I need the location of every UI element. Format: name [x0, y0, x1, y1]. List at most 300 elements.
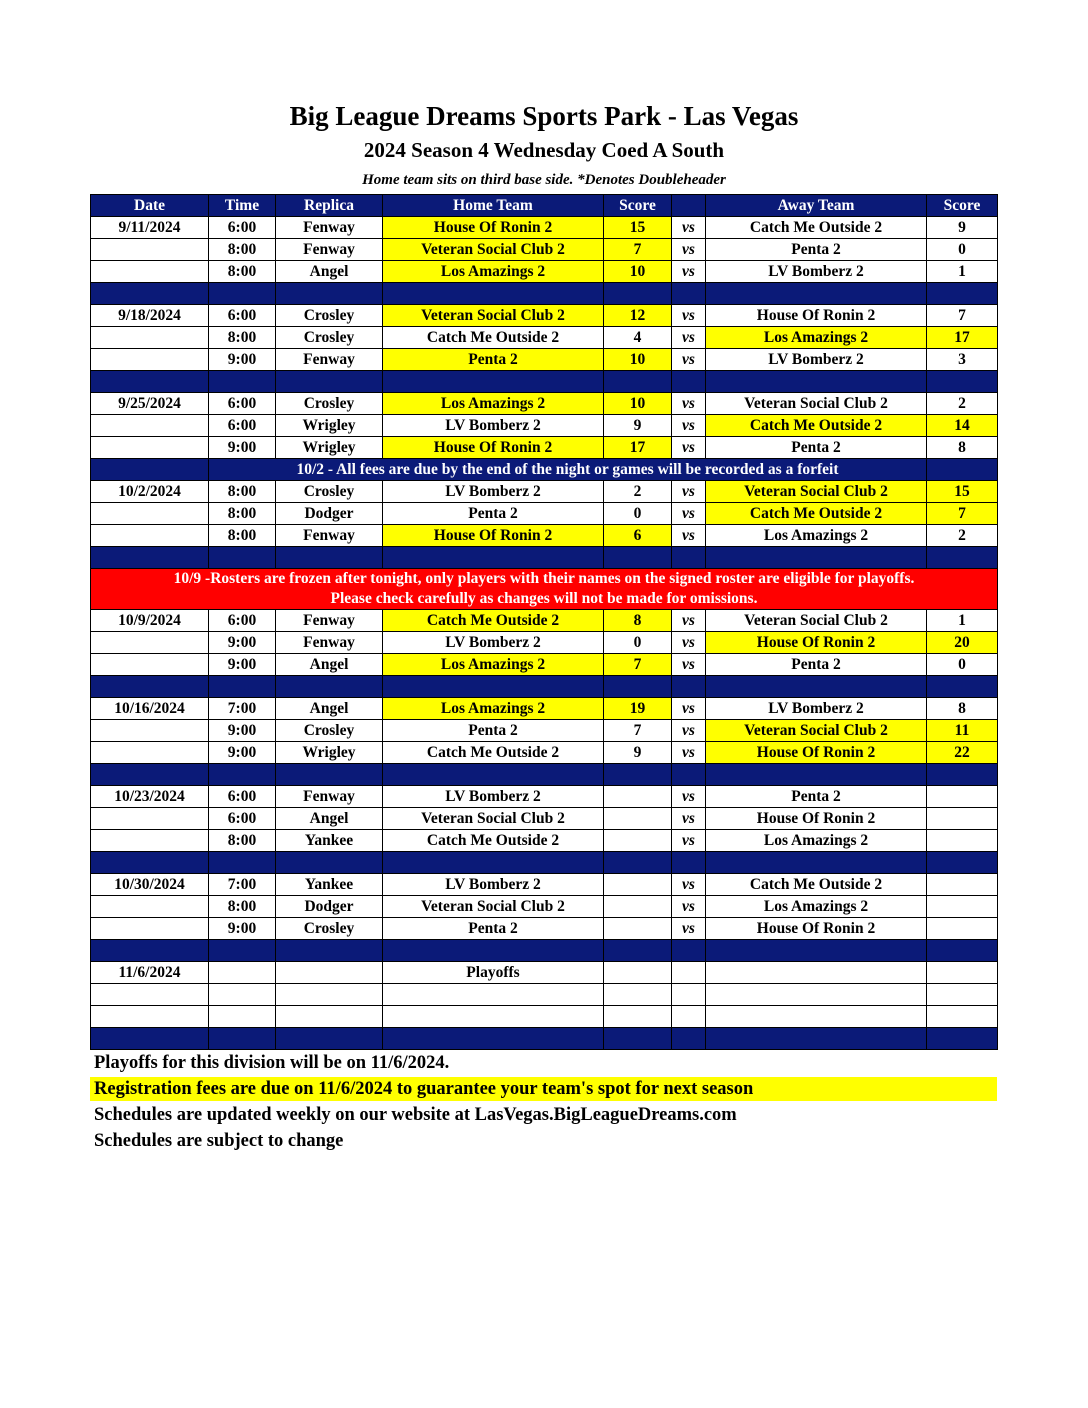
- away-team-cell: Veteran Social Club 2: [706, 393, 927, 415]
- game-row: [91, 874, 998, 896]
- home-team-cell: Penta 2: [383, 918, 604, 940]
- home-team-cell: Veteran Social Club 2: [383, 239, 604, 261]
- game-row: [91, 654, 998, 676]
- away-team-cell: [706, 1006, 927, 1028]
- separator-cell: [383, 676, 604, 698]
- date-cell: [91, 830, 209, 852]
- away-team-cell: Los Amazings 2: [706, 525, 927, 547]
- time-cell: 7:00: [209, 698, 276, 720]
- separator-cell: [276, 1028, 383, 1050]
- field-cell: Wrigley: [276, 415, 383, 437]
- field-cell: Wrigley: [276, 742, 383, 764]
- home-score-cell: 12: [604, 305, 672, 327]
- away-team-cell: House Of Ronin 2: [706, 918, 927, 940]
- vs-cell: vs: [672, 786, 706, 808]
- home-team-cell: LV Bomberz 2: [383, 415, 604, 437]
- game-row: [91, 437, 998, 459]
- away-score-cell: [927, 874, 998, 896]
- away-team-cell: Veteran Social Club 2: [706, 720, 927, 742]
- footer-registration-note: Registration fees are due on 11/6/2024 to guarantee your team's spot for next season: [90, 1077, 997, 1101]
- time-cell: 6:00: [209, 808, 276, 830]
- time-cell: 6:00: [209, 393, 276, 415]
- separator-cell: [91, 547, 209, 569]
- separator-cell: [209, 547, 276, 569]
- col-header-vs: [672, 195, 706, 217]
- game-row: [91, 808, 998, 830]
- separator-cell: [276, 764, 383, 786]
- game-row: [91, 481, 998, 503]
- away-score-cell: 8: [927, 698, 998, 720]
- home-score-cell: [604, 874, 672, 896]
- game-row: [91, 239, 998, 261]
- home-score-cell: 7: [604, 654, 672, 676]
- field-cell: Crosley: [276, 305, 383, 327]
- separator-row: [91, 852, 998, 874]
- col-header-time: Time: [209, 195, 276, 217]
- separator-cell: [383, 852, 604, 874]
- roster-alert-line-2: Please check carefully as changes will not be made for omissions.: [330, 590, 758, 607]
- time-cell: 8:00: [209, 481, 276, 503]
- home-team-cell: Catch Me Outside 2: [383, 610, 604, 632]
- home-team-cell: Catch Me Outside 2: [383, 327, 604, 349]
- home-score-cell: 9: [604, 415, 672, 437]
- date-cell: [91, 896, 209, 918]
- field-cell: Crosley: [276, 481, 383, 503]
- field-cell: [276, 984, 383, 1006]
- game-row: [91, 261, 998, 283]
- vs-cell: vs: [672, 610, 706, 632]
- home-score-cell: [604, 1006, 672, 1028]
- home-score-cell: [604, 896, 672, 918]
- separator-cell: [276, 547, 383, 569]
- date-cell: 10/30/2024: [91, 874, 209, 896]
- separator-cell: [276, 940, 383, 962]
- away-score-cell: [927, 1006, 998, 1028]
- vs-cell: vs: [672, 349, 706, 371]
- away-score-cell: [927, 918, 998, 940]
- date-cell: 9/11/2024: [91, 217, 209, 239]
- game-row: [91, 503, 998, 525]
- separator-cell: [706, 764, 927, 786]
- game-row: [91, 525, 998, 547]
- home-score-cell: 7: [604, 239, 672, 261]
- game-row: [91, 896, 998, 918]
- page-subtitle: 2024 Season 4 Wednesday Coed A South: [363, 138, 725, 162]
- home-score-cell: 8: [604, 610, 672, 632]
- time-cell: 8:00: [209, 896, 276, 918]
- home-score-cell: [604, 962, 672, 984]
- separator-cell: [209, 764, 276, 786]
- time-cell: 9:00: [209, 918, 276, 940]
- time-cell: 8:00: [209, 830, 276, 852]
- field-cell: Fenway: [276, 525, 383, 547]
- roster-alert-cell: [91, 569, 998, 610]
- away-team-cell: Catch Me Outside 2: [706, 415, 927, 437]
- separator-cell: [672, 371, 706, 393]
- vs-cell: vs: [672, 239, 706, 261]
- game-row: [91, 610, 998, 632]
- separator-cell: [91, 852, 209, 874]
- away-score-cell: 14: [927, 415, 998, 437]
- date-cell: 11/6/2024: [91, 962, 209, 984]
- home-team-cell: Veteran Social Club 2: [383, 808, 604, 830]
- away-score-cell: [927, 808, 998, 830]
- away-team-cell: LV Bomberz 2: [706, 698, 927, 720]
- time-cell: [209, 984, 276, 1006]
- game-row: [91, 349, 998, 371]
- date-cell: 9/25/2024: [91, 393, 209, 415]
- home-score-cell: [604, 786, 672, 808]
- date-cell: [91, 654, 209, 676]
- away-score-cell: 22: [927, 742, 998, 764]
- vs-cell: vs: [672, 808, 706, 830]
- time-cell: 8:00: [209, 261, 276, 283]
- home-score-cell: 4: [604, 327, 672, 349]
- field-cell: Angel: [276, 698, 383, 720]
- date-cell: [91, 984, 209, 1006]
- separator-cell: [927, 852, 998, 874]
- field-cell: Angel: [276, 808, 383, 830]
- vs-cell: vs: [672, 503, 706, 525]
- date-cell: [91, 632, 209, 654]
- field-cell: [276, 1006, 383, 1028]
- away-score-cell: 1: [927, 261, 998, 283]
- vs-cell: vs: [672, 874, 706, 896]
- separator-cell: [706, 852, 927, 874]
- vs-cell: vs: [672, 525, 706, 547]
- home-team-cell: Veteran Social Club 2: [383, 896, 604, 918]
- away-score-cell: 9: [927, 217, 998, 239]
- date-cell: [91, 349, 209, 371]
- separator-cell: [91, 459, 209, 481]
- footer-playoffs-note: Playoffs for this division will be on 11/6/2024.: [94, 1053, 450, 1073]
- field-cell: Yankee: [276, 830, 383, 852]
- vs-cell: vs: [672, 698, 706, 720]
- away-score-cell: 11: [927, 720, 998, 742]
- col-header-home-score: Score: [604, 195, 672, 217]
- field-cell: Dodger: [276, 503, 383, 525]
- away-team-cell: House Of Ronin 2: [706, 305, 927, 327]
- date-cell: [91, 808, 209, 830]
- home-team-cell: [383, 1006, 604, 1028]
- separator-cell: [209, 371, 276, 393]
- separator-cell: [604, 371, 672, 393]
- field-cell: Yankee: [276, 874, 383, 896]
- field-cell: Crosley: [276, 393, 383, 415]
- date-cell: [91, 437, 209, 459]
- time-cell: 9:00: [209, 632, 276, 654]
- separator-row: [91, 283, 998, 305]
- separator-cell: [276, 283, 383, 305]
- away-score-cell: 7: [927, 503, 998, 525]
- away-score-cell: 2: [927, 393, 998, 415]
- separator-cell: [706, 1028, 927, 1050]
- separator-cell: [276, 676, 383, 698]
- col-header-away-score: Score: [927, 195, 998, 217]
- separator-cell: [91, 1028, 209, 1050]
- home-team-cell: Catch Me Outside 2: [383, 742, 604, 764]
- col-header-home-team: Home Team: [383, 195, 604, 217]
- vs-cell: [672, 984, 706, 1006]
- game-row: [91, 415, 998, 437]
- date-cell: 10/23/2024: [91, 786, 209, 808]
- separator-cell: [672, 764, 706, 786]
- separator-cell: [927, 676, 998, 698]
- date-cell: [91, 918, 209, 940]
- vs-cell: vs: [672, 830, 706, 852]
- time-cell: [209, 1006, 276, 1028]
- playoff-row: [91, 1006, 998, 1028]
- separator-cell: [383, 1028, 604, 1050]
- game-row: [91, 393, 998, 415]
- away-team-cell: Veteran Social Club 2: [706, 481, 927, 503]
- game-row: [91, 217, 998, 239]
- away-team-cell: Los Amazings 2: [706, 830, 927, 852]
- game-row: [91, 918, 998, 940]
- away-team-cell: House Of Ronin 2: [706, 632, 927, 654]
- home-team-cell: [383, 984, 604, 1006]
- vs-cell: vs: [672, 305, 706, 327]
- page-title: Big League Dreams Sports Park - Las Vegas: [289, 101, 799, 131]
- separator-cell: [604, 764, 672, 786]
- separator-cell: [927, 547, 998, 569]
- away-team-cell: Penta 2: [706, 437, 927, 459]
- separator-cell: [604, 676, 672, 698]
- vs-cell: vs: [672, 261, 706, 283]
- time-cell: 6:00: [209, 305, 276, 327]
- game-row: [91, 327, 998, 349]
- separator-cell: [927, 1028, 998, 1050]
- home-team-cell: LV Bomberz 2: [383, 786, 604, 808]
- vs-cell: [672, 1006, 706, 1028]
- time-cell: 6:00: [209, 610, 276, 632]
- separator-cell: [604, 1028, 672, 1050]
- home-score-cell: 15: [604, 217, 672, 239]
- away-team-cell: Penta 2: [706, 654, 927, 676]
- away-team-cell: Penta 2: [706, 239, 927, 261]
- footer-website-note: Schedules are updated weekly on our website at LasVegas.BigLeagueDreams.com: [94, 1105, 737, 1125]
- separator-cell: [672, 547, 706, 569]
- time-cell: 9:00: [209, 742, 276, 764]
- separator-cell: [706, 371, 927, 393]
- separator-row: [91, 940, 998, 962]
- home-score-cell: 7: [604, 720, 672, 742]
- date-cell: [91, 415, 209, 437]
- home-score-cell: 10: [604, 393, 672, 415]
- col-header-replica: Replica: [276, 195, 383, 217]
- separator-cell: [209, 940, 276, 962]
- away-score-cell: [927, 830, 998, 852]
- game-row: [91, 742, 998, 764]
- away-team-cell: House Of Ronin 2: [706, 742, 927, 764]
- away-score-cell: [927, 896, 998, 918]
- home-team-cell: Penta 2: [383, 720, 604, 742]
- home-team-cell: House Of Ronin 2: [383, 525, 604, 547]
- playoff-row: [91, 984, 998, 1006]
- vs-cell: vs: [672, 217, 706, 239]
- time-cell: 6:00: [209, 415, 276, 437]
- home-team-cell: LV Bomberz 2: [383, 632, 604, 654]
- away-team-cell: Catch Me Outside 2: [706, 874, 927, 896]
- away-team-cell: Veteran Social Club 2: [706, 610, 927, 632]
- separator-cell: [276, 852, 383, 874]
- home-team-cell: LV Bomberz 2: [383, 874, 604, 896]
- field-cell: Fenway: [276, 610, 383, 632]
- home-team-cell: Los Amazings 2: [383, 261, 604, 283]
- date-cell: [91, 720, 209, 742]
- home-score-cell: 9: [604, 742, 672, 764]
- game-row: [91, 632, 998, 654]
- vs-cell: vs: [672, 327, 706, 349]
- home-team-cell: Catch Me Outside 2: [383, 830, 604, 852]
- separator-cell: [209, 283, 276, 305]
- home-score-cell: [604, 984, 672, 1006]
- away-team-cell: Los Amazings 2: [706, 896, 927, 918]
- footer-change-note: Schedules are subject to change: [94, 1131, 344, 1151]
- separator-cell: [209, 852, 276, 874]
- fees-notice-row: [91, 459, 998, 481]
- home-team-cell: Playoffs: [383, 962, 604, 984]
- separator-cell: [706, 547, 927, 569]
- away-score-cell: [927, 984, 998, 1006]
- separator-cell: [672, 676, 706, 698]
- separator-cell: [672, 283, 706, 305]
- separator-row: [91, 764, 998, 786]
- away-team-cell: [706, 962, 927, 984]
- separator-cell: [209, 1028, 276, 1050]
- away-score-cell: 2: [927, 525, 998, 547]
- game-row: [91, 698, 998, 720]
- vs-cell: vs: [672, 415, 706, 437]
- separator-cell: [383, 283, 604, 305]
- home-team-cell: Los Amazings 2: [383, 698, 604, 720]
- home-team-cell: Penta 2: [383, 349, 604, 371]
- time-cell: 8:00: [209, 503, 276, 525]
- roster-alert-line-1: 10/9 -Rosters are frozen after tonight, only players with their names on the signed roster are eligible for playoffs.: [173, 570, 915, 587]
- schedule-table: [90, 194, 998, 1050]
- away-score-cell: 1: [927, 610, 998, 632]
- separator-cell: [927, 371, 998, 393]
- separator-cell: [91, 283, 209, 305]
- home-team-cell: LV Bomberz 2: [383, 481, 604, 503]
- away-score-cell: 7: [927, 305, 998, 327]
- away-score-cell: 17: [927, 327, 998, 349]
- away-score-cell: 15: [927, 481, 998, 503]
- separator-cell: [383, 371, 604, 393]
- home-team-cell: House Of Ronin 2: [383, 437, 604, 459]
- time-cell: [209, 962, 276, 984]
- separator-cell: [91, 676, 209, 698]
- home-team-cell: Veteran Social Club 2: [383, 305, 604, 327]
- field-cell: Crosley: [276, 720, 383, 742]
- separator-row: [91, 547, 998, 569]
- time-cell: 7:00: [209, 874, 276, 896]
- time-cell: 8:00: [209, 327, 276, 349]
- time-cell: 6:00: [209, 786, 276, 808]
- game-row: [91, 720, 998, 742]
- field-cell: Dodger: [276, 896, 383, 918]
- date-cell: [91, 261, 209, 283]
- vs-cell: vs: [672, 720, 706, 742]
- field-cell: Fenway: [276, 239, 383, 261]
- date-cell: [91, 525, 209, 547]
- home-score-cell: [604, 918, 672, 940]
- home-score-cell: 10: [604, 261, 672, 283]
- home-team-note: Home team sits on third base side. *Denotes Doubleheader: [362, 172, 726, 188]
- date-cell: 9/18/2024: [91, 305, 209, 327]
- away-team-cell: [706, 984, 927, 1006]
- time-cell: 9:00: [209, 349, 276, 371]
- home-team-cell: Penta 2: [383, 503, 604, 525]
- home-score-cell: [604, 830, 672, 852]
- separator-row: [91, 1028, 998, 1050]
- home-score-cell: 0: [604, 632, 672, 654]
- separator-cell: [927, 764, 998, 786]
- home-team-cell: Los Amazings 2: [383, 393, 604, 415]
- separator-cell: [604, 940, 672, 962]
- separator-cell: [672, 852, 706, 874]
- separator-cell: [927, 940, 998, 962]
- field-cell: Fenway: [276, 217, 383, 239]
- playoff-row: [91, 962, 998, 984]
- date-cell: 10/2/2024: [91, 481, 209, 503]
- away-score-cell: 20: [927, 632, 998, 654]
- time-cell: 9:00: [209, 654, 276, 676]
- separator-cell: [706, 676, 927, 698]
- away-score-cell: 0: [927, 239, 998, 261]
- table-header-row: [91, 195, 998, 217]
- home-team-cell: Los Amazings 2: [383, 654, 604, 676]
- field-cell: Fenway: [276, 786, 383, 808]
- vs-cell: vs: [672, 632, 706, 654]
- home-team-cell: House Of Ronin 2: [383, 217, 604, 239]
- field-cell: [276, 962, 383, 984]
- roster-alert-row: [91, 569, 998, 610]
- separator-cell: [91, 764, 209, 786]
- field-cell: Fenway: [276, 349, 383, 371]
- vs-cell: vs: [672, 437, 706, 459]
- vs-cell: [672, 962, 706, 984]
- separator-cell: [383, 940, 604, 962]
- separator-cell: [604, 547, 672, 569]
- time-cell: 9:00: [209, 437, 276, 459]
- vs-cell: vs: [672, 896, 706, 918]
- home-score-cell: 6: [604, 525, 672, 547]
- separator-cell: [604, 283, 672, 305]
- date-cell: [91, 327, 209, 349]
- field-cell: Wrigley: [276, 437, 383, 459]
- time-cell: 9:00: [209, 720, 276, 742]
- home-score-cell: 0: [604, 503, 672, 525]
- date-cell: [91, 742, 209, 764]
- vs-cell: vs: [672, 654, 706, 676]
- field-cell: Crosley: [276, 327, 383, 349]
- home-score-cell: 19: [604, 698, 672, 720]
- time-cell: 6:00: [209, 217, 276, 239]
- separator-row: [91, 371, 998, 393]
- away-score-cell: [927, 786, 998, 808]
- away-team-cell: Catch Me Outside 2: [706, 503, 927, 525]
- away-score-cell: 0: [927, 654, 998, 676]
- separator-cell: [927, 459, 998, 481]
- separator-cell: [383, 764, 604, 786]
- col-header-away-team: Away Team: [706, 195, 927, 217]
- home-score-cell: 2: [604, 481, 672, 503]
- game-row: [91, 786, 998, 808]
- separator-cell: [604, 852, 672, 874]
- separator-cell: [672, 940, 706, 962]
- home-score-cell: [604, 808, 672, 830]
